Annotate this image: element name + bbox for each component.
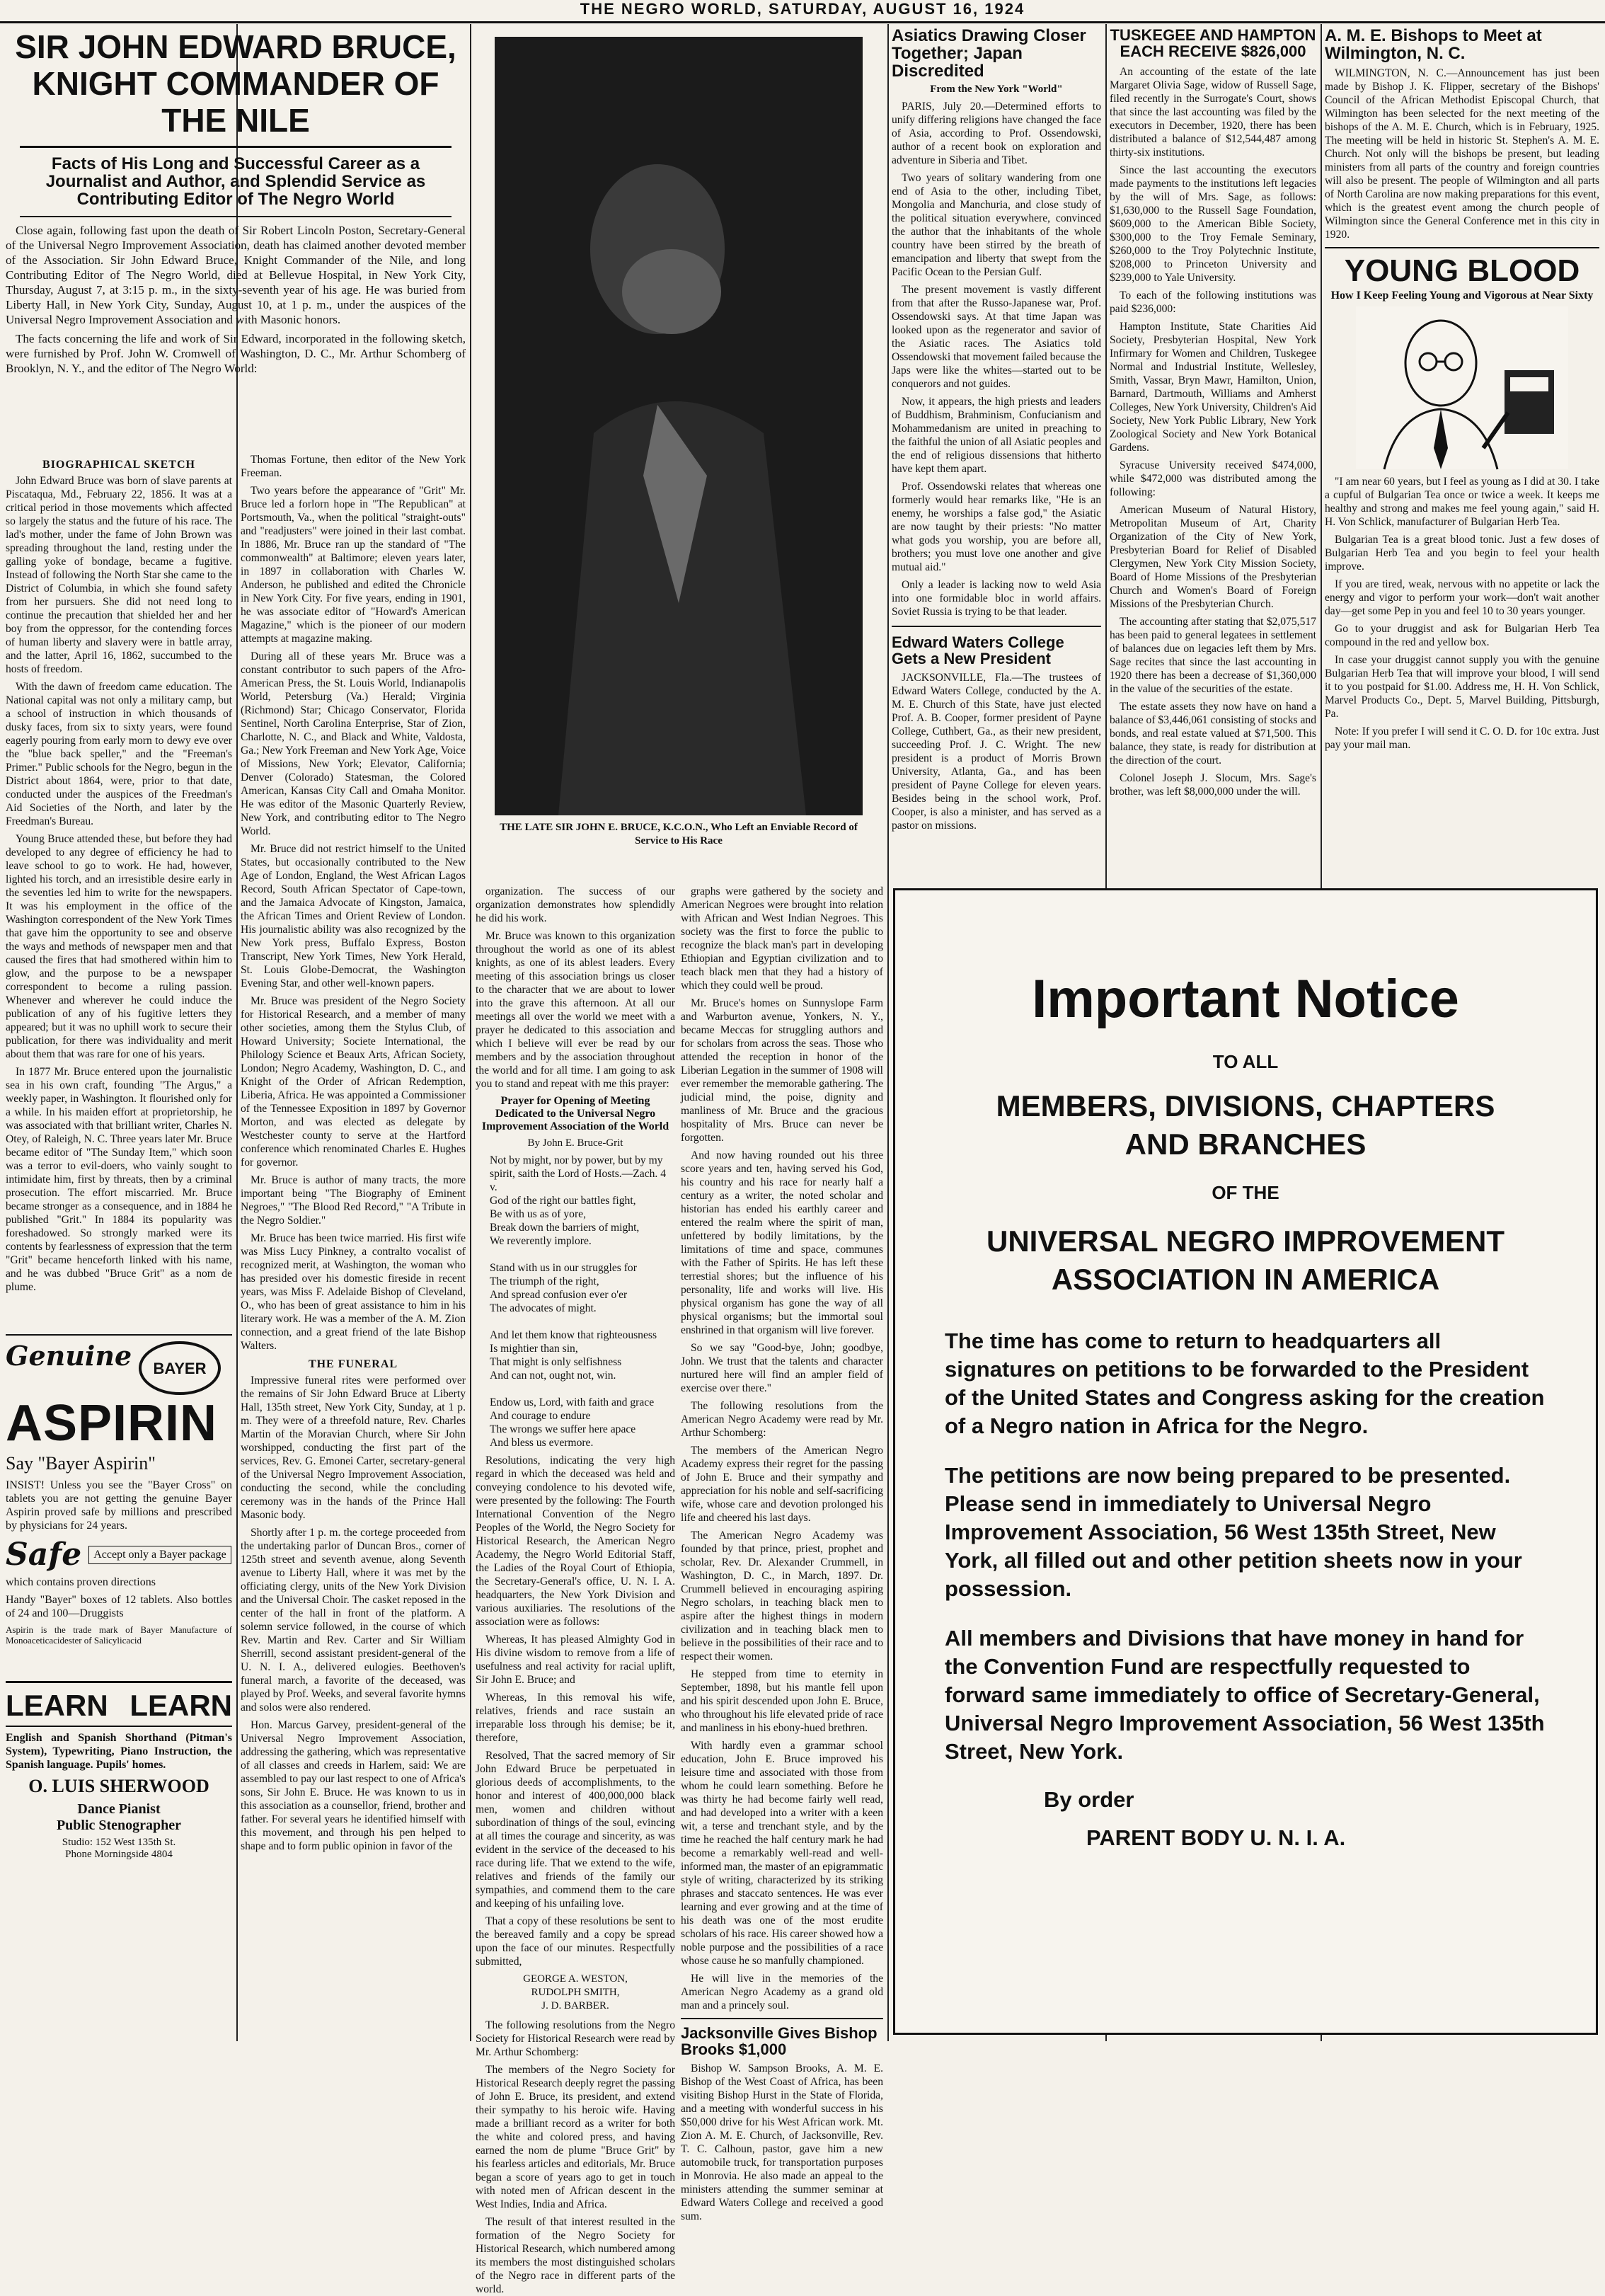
notice-unia: UNIVERSAL NEGRO IMPROVEMENT ASSOCIATION IN AMERICA (986, 1224, 1505, 1296)
notice-parent-body: PARENT BODY U. N. I. A. (1086, 1825, 1346, 1850)
bruce-photo-block (476, 24, 882, 880)
tuskegee-p4: Hampton Institute, State Charities Aid Society, Presbyterian Hospital, New York Infirmary for Women and Children, Tuskegee Normal and Industrial Institute, Wellesley, Smith, Vassar, Bryn Mawr, Hamilton, Union, Barnard, Dartmouth, Williams and Amherst Colleges, New York University, Children's Aid Society, New York Public Library, New York Zoological Society and New York Botanical Gardens. (1110, 321, 1317, 454)
prayer-heading: Prayer for Opening of Meeting Dedicated to the Universal Negro Improvement Association of the World (481, 1095, 669, 1132)
bruce-deck: Facts of His Long and Successful Career as a Journalist and Author, and Splendid Service as Contributing Editor of The Negro World (45, 154, 426, 209)
resolution-signers: GEORGE A. WESTON, RUDOLPH SMITH, J. D. BARBER. (523, 1973, 628, 2011)
bruce-col3-p1: organization. The success of our organization demonstrates how splendidly he did his work. (476, 885, 675, 924)
bruce-col4-p4: So we say "Good-bye, John; goodbye, John. We trust that the talents and character nurtured here will find an ampler field of exercise over there." (681, 1342, 883, 1394)
sherwood-ad (6, 1681, 232, 1893)
tuskegee-p1: An accounting of the estate of the late Margaret Olivia Sage, widow of Russell Sage, filed recently in the Surrogate's Court, shows that since the last accounting was filed by the executors in December, 1920, there has been distributed a balance of $12,544,487 among thirty-six institutions. (1110, 66, 1316, 159)
bruce-col2-p2: Two years before the appearance of "Grit" Mr. Bruce led a forlorn hope in "The Republican" at Portsmouth, Va., when the political "straight-outs" and "readjusters" were joined in their last combat. In 1886, Mr. Bruce ran up the standard of "The commonwealth" at Baltimore; eleven years later, in 1897 in collaboration with Charles W. Anderson, he published and edited the Chronicle in New York City. For five years, ending in 1901, he was associate editor of "Howard's American Magazine," which is the pioneer of our modern attempts at magazine making. (241, 485, 466, 645)
bruce-col4-p10: He will live in the memories of the American Negro Academy as a grand old man and a princely soul. (681, 1973, 883, 2011)
bruce-col3b-p4: Resolved, That the sacred memory of Sir John Edward Bruce be perpetuated in glorious deeds of accomplishments, to the honor and interest of 400,000,000 black men, women and children without subordination of things of the soul, evincing at all times the courage and sincerity, as was evident in the service of the deceased to his race during life. That we extend to the wife, relatives and friends of the family our sympathies, and commend them to the care and keeping of his unfailing love. (476, 1750, 675, 1910)
aspirin-contains: which contains proven directions (6, 1576, 156, 1588)
aspirin-genuine: Genuine (6, 1340, 132, 1372)
tuskegee-p6: American Museum of Natural History, Metropolitan Museum of Art, Charity Organization of the City of New York, Presbyterian Board for Relief of Disabled Clergymen, New York City Mission Society, Board of Home Missions of the Presbyterian Church and Women's Board of Foreign Missions of the Presbyterian Church. (1110, 504, 1316, 611)
young-blood-sub: How I Keep Feeling Young and Vigorous at Near Sixty (1330, 289, 1594, 302)
asia-p3: The present movement is vastly different from that after the Russo-Japanese war, Prof. Ossendowski says. At that time Japan was looked upon as the regenerator and savior of the Asiatic races. The Asiatics told Ossendowski that movement failed because the Japs were like the whites—started out to be conquerors and not guides. (892, 283, 1101, 390)
bruce-col4-p8: He stepped from time to eternity in September, 1898, but his mantle fell upon and his spirit descended upon John E. Bruce, who throughout his life elevated pride of race and manliness in his ebony-hued brethren. (681, 1668, 883, 1734)
bruce-col3c-p1: The following resolutions from the Negro Society for Historical Research were read by Mr. Arthur Schomberg: (476, 2019, 675, 2058)
aspirin-insist: INSIST! Unless you see the "Bayer Cross" on tablets you are not getting the genuine Bayer Aspirin proved safe by millions and prescribed by physicians for 24 years. (6, 1479, 232, 1532)
article-rule (892, 626, 1101, 627)
bruce-col4-p6: The members of the American Negro Academy express their regret for the passing of John E. Bruce and their sympathy and appreciation for his noble and self-sacrificing wife, whose care and devotion prolonged his life and cheered his last days. (681, 1445, 883, 1524)
asia-source: From the New York "World" (930, 83, 1063, 95)
aspirin-ad (6, 1334, 232, 1674)
asia-p6: Only a leader is lacking now to weld Asia into one formidable bloc in world affairs. Soviet Russia is trying to be that leader. (892, 578, 1101, 618)
jacksonville-p1: Bishop W. Sampson Brooks, A. M. E. Bishop of the West Coast of Africa, has been visiting Bishop Hurst in the State of Florida, and a meeting with wonderful success in his $50,000 drive for his West African work. Mt. Zion A. M. E. Church, of Jacksonville, Rev. T. C. Calhoun, pastor, gave him a new automobile truck, for transportation purposes in Monrovia. He also made an appeal to the ministers attending the summer seminar at Edward Waters College and received a good sum. (681, 2062, 883, 2223)
bruce-col4-p9: With hardly even a grammar school education, John E. Bruce improved his leisure time and associated with those from whom he could learn something. Before he was thirty he had become fairly well read, and had developed into a writer with a keen wit, a terse and trenchant style, and by the time he reached the half century mark he had become a remarkably well-read and well-informed man, the master of an epigrammatic style of writing, characterized by its striking phrases and staccato sentences. He was ever learning and ever growing and at the time of his death was one of the most erudite scholars of his race. His career showed how a noble purpose and the possibilities of a race whose cause he so manfully championed. (681, 1740, 883, 1967)
bruce-column-3 (476, 885, 675, 2295)
tuskegee-p7: The accounting after stating that $2,075,517 has been paid to general legatees in settlement of balances due on legacies left them by Mrs. Sage recites that since the last accounting in 1920 there has been a decrease of $1,360,000 in the value of the securities of the estate. (1110, 616, 1316, 696)
aspirin-trademark: Aspirin is the trade mark of Bayer Manufacture of Monoaceticacidester of Salicylicacid (6, 1624, 232, 1646)
photo-caption: THE LATE SIR JOHN E. BRUCE, K.C.O.N., Who Left an Enviable Record of Service to His Race (500, 822, 858, 846)
asia-article (892, 24, 1101, 880)
prayer-text: Not by might, nor by power, but by my spirit, saith the Lord of Hosts.—Zach. 4 v. God of the right our battles fight, Be with us as of yore, Break down the barriers of might, We reverently implore. Stand with us in our struggles for The triumph of the right, And spread confusion ever o'er The advocates of might. And let them know that righteousness Is mightier than sin, That might is only selfishness And can not, ought not, win. Endow us, Lord, with faith and grace And courage to endure The wrongs we suffer here apace And bless us evermore. (490, 1154, 667, 1449)
bruce-column-2 (241, 453, 466, 2031)
aspirin-safe: Safe (6, 1537, 82, 1573)
notice-title: Important Notice (1032, 969, 1459, 1029)
young-blood-portrait-icon (1356, 306, 1568, 469)
funeral-heading: THE FUNERAL (308, 1358, 398, 1370)
column-rule (470, 24, 471, 2041)
bruce-col2-p6: Mr. Bruce is author of many tracts, the more important being "The Biography of Eminent Negroes," "The Blood Red Record," "A Tribute in the Negro Soldier." (241, 1174, 466, 1227)
bruce-col2-p5: Mr. Bruce was president of the Negro Society for Historical Research, and a member of many other societies, among them the Stylus Club, of Howard University; Societe International, the Philology Science et Beaux Arts, African Society, London; Negro Academy, Washington, D. C., and Knight of the Order of African Redemption, Liberia, Africa. He was appointed a Commissioner of the Tennessee Exposition in 1897 by Governor Morton, and was elected as delegate by Westchester county to serve at the Hartford conference which renominated Charles E. Hughes for governor. (241, 995, 466, 1169)
article-rule (1325, 247, 1599, 248)
tuskegee-p2: Since the last accounting the executors made payments to the institutions left legacies by the will of Mrs. Sage, as follows: $1,630,000 to the Russell Sage Foundation, $609,000 to the American Bible Society, $300,000 to the Troy Female Seminary, $260,000 to the Troy Polytechnic Institute, $208,000 to Princeton University and $239,000 to Yale University. (1110, 164, 1316, 285)
bruce-col4-p3: And now having rounded out his three score years and ten, having served his God, his country and his race for nearly half a century as a writer, the noted scholar and historian has ended his earthly career and entered the realm where the spirit of man, unfettered by bodily limitations, by the limitations of time and space, communes with the Father of Spirits. He has left these terrestial shores; but the influence of his personality, life and works will live. His physical organism has gone the way of all physical organisms; but the immortal soul enshrined in that organism will live forever. (681, 1149, 883, 1336)
bruce-col3b-p5: That a copy of these resolutions be sent to the bereaved family and a copy be spread upon the face of our minutes. Respectfully submitted, (476, 1915, 675, 1968)
bruce-portrait (495, 37, 863, 815)
bruce-col3b-p2: Whereas, It has pleased Almighty God in His divine wisdom to remove from a life of usefulness and real activity for racial uplift, Sir John E. Bruce; and (476, 1634, 675, 1686)
article-rule (681, 2018, 883, 2019)
tuskegee-heading: TUSKEGEE AND HAMPTON EACH RECEIVE $826,000 (1110, 26, 1316, 61)
sketch-heading: BIOGRAPHICAL SKETCH (42, 459, 195, 471)
young-blood-p6: Note: If you prefer I will send it C. O. D. for 10c extra. Just pay your mail man. (1325, 725, 1599, 752)
asia-p4: Now, it appears, the high priests and leaders of Buddhism, Brahminism, Confucianism and Mohammedanism are united in preaching to the faithful the union of all Asiatic peoples and the end of religious dissensions that hitherto have kept them apart. (892, 395, 1101, 475)
bayer-cross-icon (137, 1340, 222, 1396)
aspirin-word: ASPIRIN (6, 1395, 218, 1452)
bruce-column-1 (6, 453, 232, 1331)
bruce-col1-p1: John Edward Bruce was born of slave parents at Piscataqua, Md., February 22, 1856. It was at a critical period in those movements which affected so largely the status and the future of his race. The lad's mother, under the fame of John Brown was spreading throughout the land, resting under the galling yoke of bondage, became a fugitive. Instead of following the North Star she came to the District of Columbia, in which she found safety from her pursuers. She did not need long to continue the precaution that shielded her and her boy from the oppressor, for the contending forces of human liberty and slavery were in battle array, and the latter, April 16, 1862, succumbed to the hosts of freedom. (6, 475, 232, 675)
ame-column (1325, 24, 1599, 880)
masthead: THE NEGRO WORLD, SATURDAY, AUGUST 16, 1924 (0, 0, 1605, 23)
bruce-col3b-p1: Resolutions, indicating the very high regard in which the deceased was held and conveying condolence to his devoted wife, were presented by the following: The Fourth International Convention of the Negro Peoples of the World, the Negro Society for Historical Research, the American Negro Academy, the Negro World Editorial Staff, the Ladies of the Royal Court of Ethiopia, the Secretary-General's office, U. N. I. A. headquarters, the New York Division and various auxiliaries. The resolutions of the association were as follows: (476, 1454, 675, 1628)
bruce-col2-p3: During all of these years Mr. Bruce was a constant contributor to such papers of the Afro-American Press, the St. Louis World, Indianapolis World, Petersburg (Va.) Herald; Virginia (Richmond) Star; Chicago Conservator, Florida Sentinel, North Carolina Enterprise, Star of Zion, Charlotte, N. C., and Black and White, Valdosta, Ga.; New York Freeman and New York Age, Voice of Missions, New York; Elevator, California; Denver (Colorado) Statesman, the Colored American, Kansas City Call and Omaha Monitor. He was editor of the Masonic Quarterly Review, New York, and contributing editor to The Negro World. (241, 650, 466, 837)
tuskegee-p8: The estate assets they now have on hand a balance of $3,446,061 consisting of stocks and bonds, and real estate valued at $71,500. This balance, they state, is ready for distribution at the direction of the court. (1110, 701, 1316, 767)
bruce-col1-p2: With the dawn of freedom came education. The National capital was not only a military camp, but a school of instruction in which thousands of dusky faces, from six to sixty years, were found eagerly pouring from early morn to dewy eve over the "blue back speller," and the "Freeman's Primer." Public schools for the Negro, begun in the District about 1864, were, prior to that date, conducted under the auspices of the Freedman's Aid Societies of the North, and later by the Freedman's Bureau. (6, 681, 232, 827)
tuskegee-p3: To each of the following institutions was paid $236,000: (1110, 289, 1316, 316)
bruce-col1-p4: In 1877 Mr. Bruce entered upon the journalistic sea in his own craft, founding "The Argus," a weekly paper, in Washington. It flourished only for a while. In his maiden effort at proprietorship, he was associated with that brilliant writer, Charles N. Otey, of Raleigh, N. C. Three years later Mr. Bruce became editor of "The Sunday Item," which soon was a terror to evil-doers, who vainly sought to intimidate him, first by threats, then by a criminal prosecution. The effort miscarried. Mr. Bruce became stronger as a consequence, and in 1884 he published "Grit." In 1884 its popularity was foreshadowed. So strongly marked were its contents by fearlessness of expression that the term "Grit" became henceforth linked with his name, and he was dubbed "Bruce Grit" as a nom de plume. (6, 1066, 233, 1293)
notice-members: MEMBERS, DIVISIONS, CHAPTERS AND BRANCHES (996, 1089, 1495, 1161)
tuskegee-article (1110, 24, 1316, 880)
bruce-col2b-p1: Impressive funeral rites were performed over the remains of Sir John Edward Bruce at Liberty Hall, 135th street, New York City, Sunday, at 1 p. m. They were of a threefold nature, Rev. Charles Martin of the Moravian Church, where Sir John worshipped, conducting the first part of the services, Rev. G. Emonei Carter, secretary-general of the Universal Negro Improvement Association, conducting the second, while the concluding ceremony was in the hands of the Prince Hall Masonic body. (241, 1374, 466, 1521)
tuskegee-p5: Syracuse University received $474,000, while $472,000 was distributed among the following: (1110, 459, 1316, 499)
waters-heading: Edward Waters College Gets a New President (892, 633, 1064, 667)
notice-p1: The time has come to return to headquarters all signatures on petitions to be forwarded to the President of the United States and Congress asking for the creation of a Negro nation in Africa for the Negro. (945, 1328, 1545, 1438)
bayer-text: BAYER (153, 1360, 207, 1377)
notice-p3: All members and Divisions that have money in hand for the Convention Fund are respectfully requested to forward same immediately to office of Secretary-General, Universal Negro Improvement Association, 56 West 135th Street, New York. (945, 1626, 1545, 1764)
bruce-col2-p4: Mr. Bruce did not restrict himself to the United States, but occasionally contributed to the New Age of London, England, the West African Lagos Record, South African Spectator of Cape-town, and the Jamaica Advocate of Kingston, Jamaica, the African Times and Orient Review of London. His journalistic ability was also recognized by the New York press, Buffalo Express, Boston Transcript, New York Times, New York Herald, St. Louis Globe-Democrat, the Washington Evening Star, and other well-known papers. (241, 843, 466, 989)
sherwood-role-1: Dance Pianist (77, 1801, 161, 1817)
prayer-byline: By John E. Bruce-Grit (527, 1137, 623, 1149)
aspirin-handy: Handy "Bayer" boxes of 12 tablets. Also bottles of 24 and 100—Druggists (6, 1594, 232, 1619)
bruce-col4-p2: Mr. Bruce's homes on Sunnyslope Farm and Warburton avenue, Yonkers, N. Y., became Meccas for struggling authors and for scholars from across the seas. Those who attended the reception in honor of the Liberian Legation in the summer of 1908 will ever remember the memorable gathering. The judicial mind, the poise, dignity and manliness of Mr. Bruce and the gracious hospitality of Mrs. Bruce can never be forgotten. (681, 997, 883, 1144)
bruce-headline: SIR JOHN EDWARD BRUCE, KNIGHT COMMANDER OF THE NILE (15, 28, 456, 139)
sherwood-learn-left: LEARN (6, 1689, 108, 1722)
sherwood-learn-right: LEARN (130, 1689, 232, 1722)
bruce-col2b-p3: Hon. Marcus Garvey, president-general of the Universal Negro Improvement Association, addressing the gathering, which was representative of all classes and creeds in Harlem, said: We are assembled to pay our last respect to one of Africa's sons, Sir John E. Bruce. He was known to us in this association as a counsellor, friend, brother and father. For several years he identified himself with this movement, and through his pen helped to shape and to form public opinion in favor of the (241, 1719, 466, 1852)
bruce-col2b-p2: Shortly after 1 p. m. the cortege proceeded from the undertaking parlor of Duncan Bros., corner of 125th street and seventh avenue, along Seventh avenue to Liberty Hall, where it was met by the officiating clergy, units of the New York Division and the Universal Choir. The casket reposed in the center of the hall in front of the platform. A solemn service followed, in the course of which Rev. Martin and Rev. Carter and Sir William Sherrill, second assistant president-general of the U. N. I. A., delivered eulogies. Beethoven's funeral march, a favorite of the deceased, was played by Prof. Weeks, and several favorite hymns and solos were also rendered. (241, 1527, 466, 1714)
notice-by-order: By order (1044, 1787, 1134, 1812)
bruce-col3-p2: Mr. Bruce was known to this organization throughout the world as one of its ablest knights, as one of its ablest leaders. Every meeting of this association brings us closer to the character that we are about to lower into the grave this afternoon. At all our meetings all over the world we meet with a prayer he dedicated to this association and which I believe will ever be read by our members and by the association throughout the world and for all time. I am going to ask you to stand and repeat with me this prayer: (476, 930, 675, 1090)
young-blood-p1: "I am near 60 years, but I feel as young as I did at 30. I take a cupful of Bulgarian Tea once or twice a week. It keeps me healthy and strong and makes me feel young again," said H. H. Von Schlick, manufacturer of Bulgarian Herb Tea. (1325, 476, 1599, 529)
young-blood-p3: If you are tired, weak, nervous with no appetite or lack the energy and vigor to perform your work—don't wait another day—get some Pep in you and feel 10 to 30 years younger. (1325, 578, 1599, 618)
young-blood-p4: Go to your druggist and ask for Bulgarian Herb Tea compound in the red and yellow box. (1325, 623, 1599, 649)
important-notice-box (893, 888, 1598, 2035)
ame-heading: A. M. E. Bishops to Meet at Wilmington, N. C. (1325, 26, 1542, 64)
headline-rule (20, 146, 451, 148)
ad-rule (6, 1681, 232, 1683)
aspirin-say: Say "Bayer Aspirin" (6, 1453, 156, 1474)
bruce-col4-p5: The following resolutions from the American Negro Academy were read by Mr. Arthur Schomberg: (681, 1400, 883, 1439)
tuskegee-p9: Colonel Joseph J. Slocum, Mrs. Sage's brother, was left $8,000,000 under the will. (1110, 772, 1316, 798)
young-blood-p5: In case your druggist cannot supply you with the genuine Bulgarian Herb Tea that will improve your blood, I will send it to you postpaid for $1.00. Address me, H. H. Von Schlick, Marvel Products Co., Dept. 5, Marvel Building, Pittsburgh, Pa. (1325, 654, 1599, 721)
aspirin-accept: Accept only a Bayer package (88, 1546, 231, 1564)
bruce-col4-p7: The American Negro Academy was founded by that prince, priest, prophet and scholar, Rev. Dr. Alexander Crummell, in Washington, D. C., in March, 1897. Dr. Crummell believed in encouraging aspiring Negro scholars, in teaching black men to aspire after the highest things in modern civilization and in teaching black men to believe in the possibilities of their race and to respect their women. (681, 1529, 883, 1663)
bruce-col2-p7: Mr. Bruce has been twice married. His first wife was Miss Lucy Pinkney, a contralto vocalist of recognized merit, at Washington, the woman who has presided over his domestic fireside in recent years, was Miss F. Adelaide Bishop of Cleveland, O., who has been of great assistance to him in his literary work. He was a member of the A. M. Zion connection, and a great friend of the late Bishop Walters. (241, 1232, 466, 1352)
sherwood-role-2: Public Stenographer (56, 1818, 182, 1833)
asia-p5: Prof. Ossendowski relates that whereas one formerly would hear remarks like, "He is an enemy, he worships a false god," the Asiatic are now taught by their priests: "No matter what gods you worship, you are before all, brothers; you must love one another and give mutual aid." (892, 480, 1101, 573)
ad-rule (6, 1334, 232, 1336)
young-blood-p2: Bulgarian Tea is a great blood tonic. Just a few doses of Bulgarian Herb Tea and you begin to feel your health improve. (1325, 534, 1599, 573)
column-rule (887, 24, 889, 2041)
bruce-col2-p1: Thomas Fortune, then editor of the New York Freeman. (241, 454, 466, 479)
asia-p1: PARIS, July 20.—Determined efforts to unify differing religions have changed the face of Asia, according to Prof. Ossendowski, author of a recent book on exploration and adventure in Siberia and Tibet. (892, 100, 1101, 166)
sherwood-phone: Phone Morningside 4804 (65, 1849, 173, 1860)
asia-p2: Two years of solitary wandering from one end of Asia to the other, including Tibet, Mongolia and Manchuria, and close study of the political situation everywhere, convinced the author that the inhabitants of the whole country have been stirred by the breath of emancipation and liberty that swept from the Pacific Ocean to the Persian Gulf. (892, 171, 1101, 278)
sherwood-address: Studio: 152 West 135th St. (62, 1837, 176, 1848)
notice-to-all: TO ALL (1212, 1051, 1279, 1072)
bruce-lead-1: Close again, following fast upon the death of Sir Robert Lincoln Poston, Secretary-General of the Universal Negro Improvement Association, death has claimed another devoted member of the Association. Sir John Edward Bruce, Knight Commander of the Nile, and long Contributing Editor of The Negro World, died at Bellevue Hospital, in New York City, Thursday, August 7, at 3:15 p. m., in the sixty-seventh year of his age. He was buried from Liberty Hall, in New York City, Sunday, August 10, at 1 p. m., under the auspices of the Universal Negro Improvement Association and with Masonic honors. (6, 223, 466, 326)
bruce-header (6, 24, 466, 449)
bruce-column-4 (681, 885, 883, 2223)
waters-p1: JACKSONVILLE, Fla.—The trustees of Edward Waters College, conducted by the A. M. E. Church of this State, have just elected Prof. A. B. Cooper, former president of Payne College, Cuthbert, Ga., as their new president, succeeding Prof. J. C. Wright. The new president is a product of Morris Brown University, Atlanta, Ga., and has been president of Payne College for eleven years. Besides being in the school work, Prof. Cooper, is also a minister, and has served as a pastor on missions. (892, 671, 1101, 832)
notice-of-the: OF THE (1212, 1182, 1279, 1203)
deck-rule (20, 216, 451, 217)
bruce-col4-p1: graphs were gathered by the society and American Negroes were brought into relation with African and West Indian Negroes. This society was the first to force the public to recognize the black man's part in developing Ethiopian and Egyptian civilization and to teach black men that they had a history of which they could well be proud. (681, 885, 883, 992)
bruce-col1-p3: Young Bruce attended these, but before they had developed to any degree of efficiency he had to leave school to go to work. He had, however, lighted his torch, and an irresistible desire early in the seventies led him to write for the newspapers. It was his employment in the office of the Washington correspondent of the New York Times that gave him the opportunity to see and observe the ways and methods of newspaper men and that caused the fires that had smothered within him to glow, and the purpose to be a newspaper correspondent to become a ruling passion. Whenever and wherever he could induce the publication of any of his fugitive letters they appeared; but it was no uphill work to secure their publication, for there was individuality and merit about them that was rare for one of his years. (6, 833, 232, 1060)
sherwood-name: O. LUIS SHERWOOD (28, 1776, 209, 1796)
portrait-figure-icon (495, 37, 863, 815)
ame-p1: WILMINGTON, N. C.—Announcement has just been made by Bishop J. K. Flipper, secretary of the Bishops' Council of the African Methodist Episcopal Church, that Wilmington has been selected for the next meeting of the bishops of the A. M. E. Church, which is in February, 1925. The meeting will be held in historic St. Stephen's A. M. E. Church. Not only will the bishops be present, but leading ministers from all parts of the country and foreign countries will also be present. The people of Wilmington and all parts of North Carolina are now making preparations for this event, which is the greatest event among the church people of Wilmington since the General Conference met in this city in 1920. (1325, 67, 1599, 241)
bruce-col3c-p3: The result of that interest resulted in the formation of the Negro Society for Historical Research, which numbered among its members the most distinguished scholars of the Negro race in different parts of the world. (476, 2216, 675, 2295)
bruce-col3b-p3: Whereas, In this removal his wife, relatives, friends and race sustain an irreparable loss through his demise; be it, therefore, (476, 1692, 675, 1744)
young-blood-heading: YOUNG BLOOD (1344, 253, 1580, 289)
notice-p2: The petitions are now being prepared to be presented. Please send in immediately to Universal Negro Improvement Association, 56 West 135th Street, New York, all filled out and other petition sheets now in your possession. (945, 1463, 1522, 1601)
bruce-col3c-p2: The members of the Negro Society for Historical Research deeply regret the passing of John E. Bruce, its president, and extend their sympathy to his heroic wife. Having made a brilliant record as a writer for both the white and colored press, and having earned the nom de plume "Bruce Grit" by his fearless articles and editorials, Mr. Bruce began a score of years ago to get in touch with noted men of African descent in the West Indies, India and Africa. (476, 2064, 675, 2210)
bruce-lead-2: The facts concerning the life and work of Sir Edward, incorporated in the following sketch, were furnished by Prof. John W. Cromwell of Washington, D. C., Mr. Arthur Schomberg of Brooklyn, N. Y., and the editor of The Negro World: (6, 331, 466, 375)
sherwood-text: English and Spanish Shorthand (Pitman's System), Typewriting, Piano Instruction, the Spanish language. Pupils' homes. (6, 1732, 232, 1771)
asia-heading: Asiatics Drawing Closer Together; Japan Discredited (892, 26, 1086, 81)
jacksonville-heading: Jacksonville Gives Bishop Brooks $1,000 (681, 2024, 878, 2059)
